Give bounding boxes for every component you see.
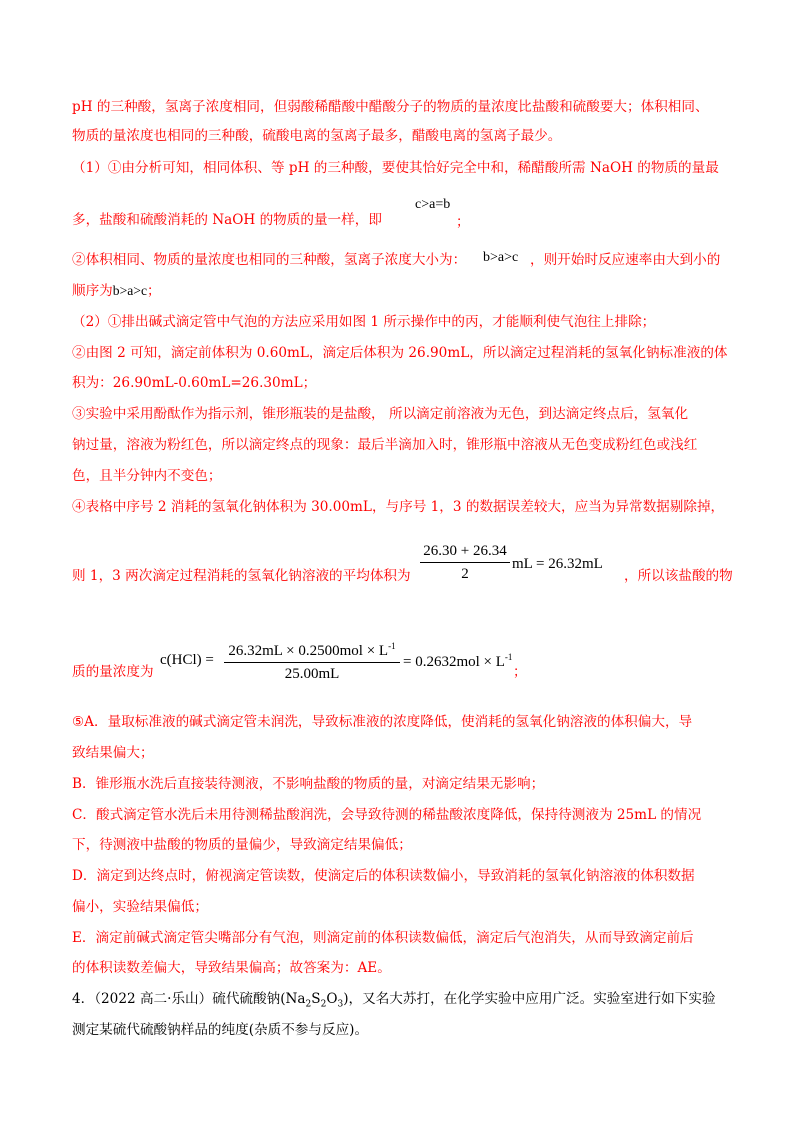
subscript-2b: 2 xyxy=(320,999,327,1010)
line-7: （2）①排出碱式滴定管中气泡的方法应采用如图 1 所示操作中的丙，才能顺利使气泡往上排除； xyxy=(72,314,656,330)
question-4-line-1 xyxy=(72,989,716,1015)
line-15-end: ； xyxy=(513,664,527,680)
concentration-result xyxy=(403,652,512,671)
line-4-end: ； xyxy=(456,214,470,230)
answer-b-a-c: b>a>c xyxy=(483,250,519,265)
concentration-result-text: = 0.2632mol × L xyxy=(403,654,505,670)
result-exponent: -1 xyxy=(504,652,513,662)
line-23: E．滴定前碱式滴定管尖嘴部分有气泡，则滴定前的体积读数偏低，滴定后气泡消失，从而导致滴定前后 xyxy=(72,930,694,946)
line-14-text: 则 1，3 两次滴定过程消耗的氢氧化钠溶液的平均体积为 xyxy=(72,568,411,584)
line-13: ④表格中序号 2 消耗的氢氧化钠体积为 30.00mL，与序号 1，3 的数据误差较大，应当为异常数据剔除掉， xyxy=(72,499,725,515)
line-4-text: 多，盐酸和硫酸消耗的 NaOH 的物质的量一样，即 xyxy=(72,212,382,228)
line-8: ②由图 2 可知，滴定前体积为 0.60mL，滴定后体积为 26.90mL，所以滴定过程消耗的氢氧化钠标准液的体 xyxy=(72,345,728,361)
line-10: ③实验中采用酚酞作为指示剂，锥形瓶装的是盐酸， 所以滴定前溶液为无色，到达滴定终点后，氢氧化 xyxy=(72,406,689,422)
concentration-denominator: 25.00mL xyxy=(284,666,340,682)
line-4 xyxy=(72,210,382,230)
line-21: D．滴定到达终点时，俯视滴定管读数，使滴定后的体积读数偏小，导致消耗的氢氧化钠溶液的体积数据 xyxy=(72,868,695,884)
line-15-text: 质的量浓度为 xyxy=(72,664,154,680)
answer-b-a-c-2: b>a>c xyxy=(112,283,147,298)
line-2: 物质的量浓度也相同的三种酸，硫酸电离的氢离子最多，醋酸电离的氢离子最少。 xyxy=(72,128,562,144)
line-6 xyxy=(72,281,161,301)
line-18: B．锥形瓶水洗后直接装待测液，不影响盐酸的物质的量，对滴定结果无影响； xyxy=(72,776,545,792)
line-14-end: ，所以该盐酸的物 xyxy=(624,568,733,584)
question-4-text-b: )，又名大苏打，在化学实验中应用广泛。实验室进行如下实验 xyxy=(343,991,716,1007)
answer-c-a-b: c>a=b xyxy=(415,197,451,212)
line-19: C．酸式滴定管水洗后未用待测稀盐酸润洗，会导致待测的稀盐酸浓度降低，保持待测液为 25mL 的情况 xyxy=(72,807,702,823)
question-4-line-2: 测定某硫代硫酸钠样品的纯度(杂质不参与反应)。 xyxy=(72,1022,369,1038)
numerator-exponent: -1 xyxy=(388,641,396,651)
average-volume-fraction xyxy=(420,543,510,583)
line-15 xyxy=(72,662,154,682)
line-22: 偏小，实验结果偏低； xyxy=(72,899,208,915)
sulfur-symbol: S xyxy=(311,991,321,1007)
line-6-text: 顺序为 xyxy=(72,283,113,299)
average-volume-result: mL = 26.32mL xyxy=(512,556,603,572)
line-11: 钠过量，溶液为粉红色，所以滴定终点的现象：最后半滴加入时，锥形瓶中溶液从无色变成粉红色或浅红 xyxy=(72,437,698,453)
fraction-numerator: 26.30 + 26.34 xyxy=(420,543,510,563)
line-5-end: ，则开始时反应速率由大到小的 xyxy=(530,252,721,268)
line-20: 下，待测液中盐酸的物质的量偏少，导致滴定结果偏低； xyxy=(72,837,412,853)
line-9: 积为：26.90mL-0.60mL=26.30mL； xyxy=(72,375,317,391)
line-16: ⑤A．量取标准液的碱式滴定管未润洗，导致标准液的浓度降低，使消耗的氢氧化钠溶液的体积偏大，导 xyxy=(72,714,693,730)
line-5 xyxy=(72,250,466,270)
concentration-numerator xyxy=(224,641,400,663)
subscript-2: 2 xyxy=(305,999,312,1010)
concentration-lhs: c(HCl) = xyxy=(160,652,214,668)
concentration-numerator-text: 26.32mL × 0.2500mol × L xyxy=(228,643,389,659)
line-12: 色，且半分钟内不变色； xyxy=(72,468,222,484)
question-4-text-a: 4．（2022 高二·乐山）硫代硫酸钠(Na xyxy=(72,991,306,1007)
oxygen-symbol: O xyxy=(326,991,338,1007)
line-1: pH 的三种酸，氢离子浓度相同，但弱酸稀醋酸中醋酸分子的物质的量浓度比盐酸和硫酸要大；体积相同、 xyxy=(72,99,709,115)
line-5-text: ②体积相同、物质的量浓度也相同的三种酸，氢离子浓度大小为： xyxy=(72,252,467,268)
fraction-denominator: 2 xyxy=(461,566,469,582)
line-3: （1）①由分析可知，相同体积、等 pH 的三种酸，要使其恰好完全中和，稀醋酸所需 NaOH 的物质的量最 xyxy=(72,160,719,176)
line-24: 的体积读数差偏大，导致结果偏高；故答案为：AE。 xyxy=(72,960,391,976)
concentration-fraction xyxy=(224,641,400,683)
subscript-3: 3 xyxy=(337,999,344,1010)
line-6-end: ； xyxy=(146,283,161,299)
line-17: 致结果偏大； xyxy=(72,745,154,761)
line-14 xyxy=(72,566,411,586)
